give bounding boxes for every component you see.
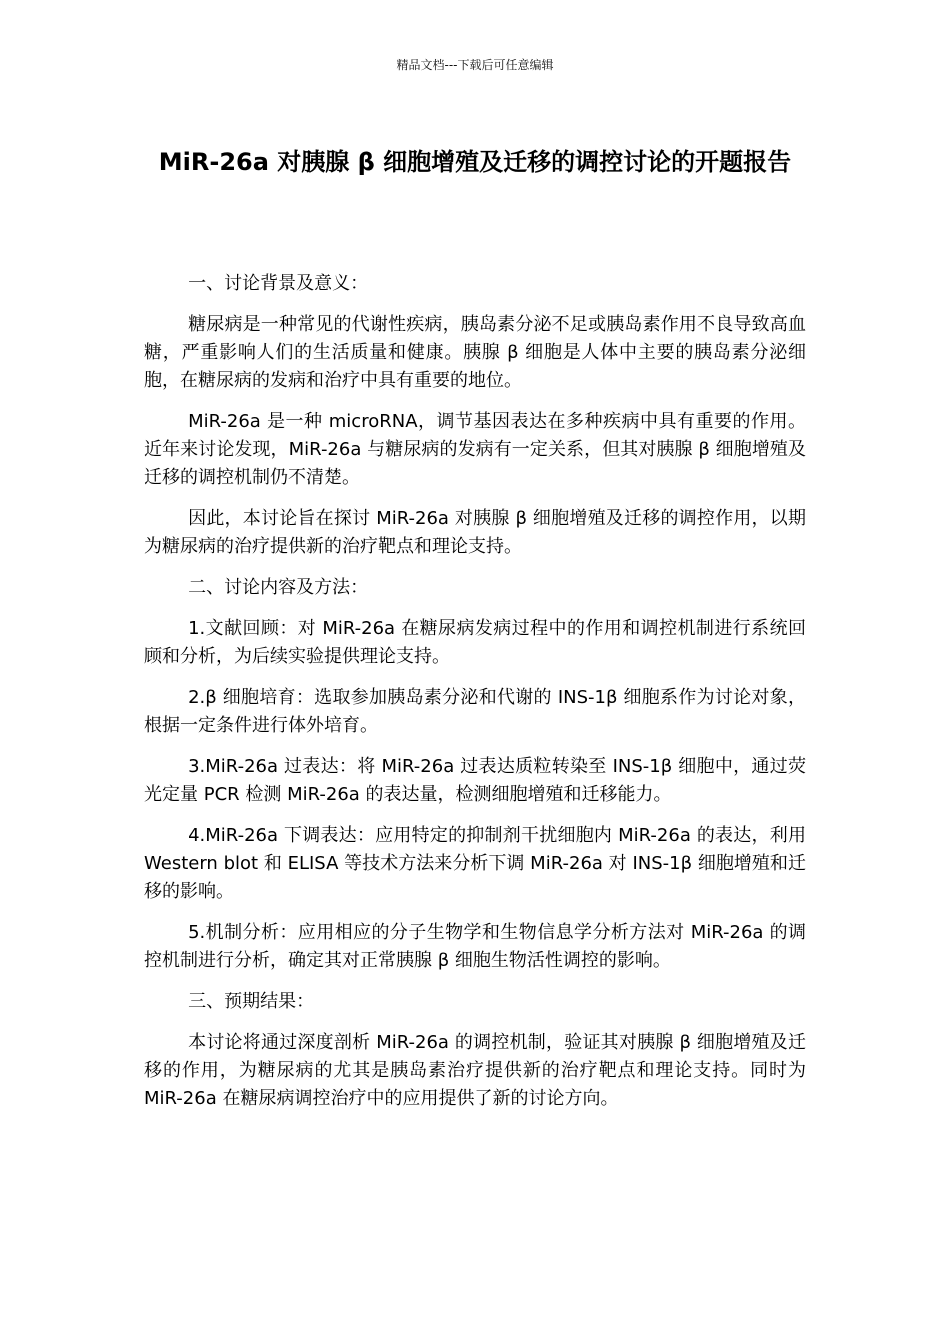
method-item-literature-review: 1.文献回顾：对 MiR-26a 在糖尿病发病过程中的作用和调控机制进行系统回顾和分析，为后续实验提供理论支持。 bbox=[144, 618, 806, 667]
method-item-downregulation: 4.MiR-26a 下调表达：应用特定的抑制剂干扰细胞内 MiR-26a 的表达，利用 Western blot 和 ELISA 等技术方法来分析下调 MiR-26a 对 INS-1β 细胞增殖和迁移的影响。 bbox=[144, 825, 806, 902]
section-heading-background: 一、讨论背景及意义： bbox=[188, 273, 369, 294]
document-body bbox=[144, 270, 806, 1126]
document-title: MiR-26a 对胰腺 β 细胞增殖及迁移的调控讨论的开题报告 bbox=[158, 148, 792, 176]
paragraph-diabetes-background: 糖尿病是一种常见的代谢性疾病，胰岛素分泌不足或胰岛素作用不良导致高血糖，严重影响人们的生活质量和健康。胰腺 β 细胞是人体中主要的胰岛素分泌细胞，在糖尿病的发病和治疗中具有重要的地位。 bbox=[144, 314, 806, 391]
paragraph-research-aim: 因此，本讨论旨在探讨 MiR-26a 对胰腺 β 细胞增殖及迁移的调控作用，以期为糖尿病的治疗提供新的治疗靶点和理论支持。 bbox=[144, 508, 806, 557]
method-item-mechanism-analysis: 5.机制分析：应用相应的分子生物学和生物信息学分析方法对 MiR-26a 的调控机制进行分析，确定其对正常胰腺 β 细胞生物活性调控的影响。 bbox=[144, 922, 806, 971]
header-note: 精品文档---下载后可任意编辑 bbox=[396, 58, 554, 72]
section-heading-methods: 二、讨论内容及方法： bbox=[188, 577, 369, 598]
paragraph-expected-results: 本讨论将通过深度剖析 MiR-26a 的调控机制，验证其对胰腺 β 细胞增殖及迁移的作用，为糖尿病的尤其是胰岛素治疗提供新的治疗靶点和理论支持。同时为 MiR-26a 在糖尿病调控治疗中的应用提供了新的讨论方向。 bbox=[144, 1032, 806, 1109]
section-heading-expected-results: 三、预期结果： bbox=[188, 991, 315, 1012]
method-item-cell-culture: 2.β 细胞培育：选取参加胰岛素分泌和代谢的 INS-1β 细胞系作为讨论对象，根据一定条件进行体外培育。 bbox=[144, 687, 806, 736]
method-item-overexpression: 3.MiR-26a 过表达：将 MiR-26a 过表达质粒转染至 INS-1β 细胞中，通过荧光定量 PCR 检测 MiR-26a 的表达量，检测细胞增殖和迁移能力。 bbox=[144, 756, 806, 805]
paragraph-mir26a-intro: MiR-26a 是一种 microRNA，调节基因表达在多种疾病中具有重要的作用。近年来讨论发现，MiR-26a 与糖尿病的发病有一定关系，但其对胰腺 β 细胞增殖及迁移的调控机制仍不清楚。 bbox=[144, 411, 806, 488]
